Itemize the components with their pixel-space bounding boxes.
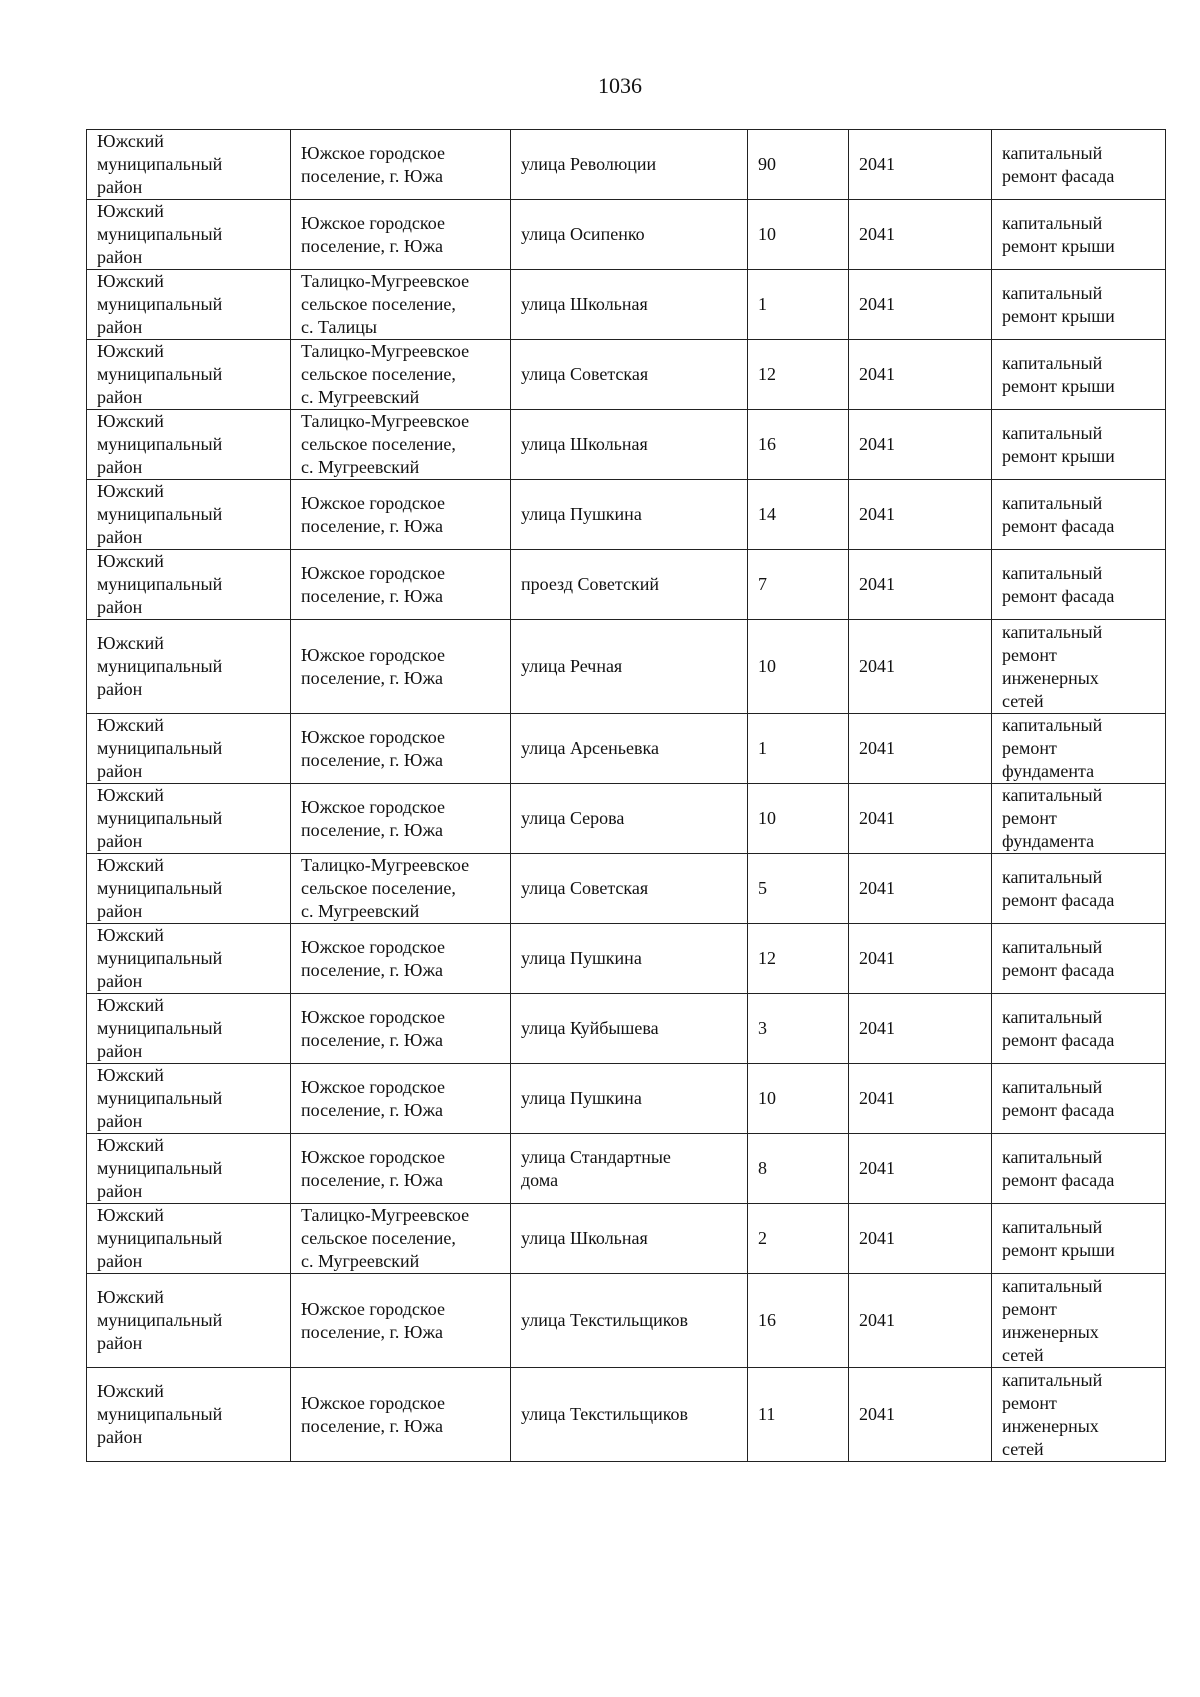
district-cell: Южский муниципальный район [87, 854, 291, 924]
house-number-cell: 8 [748, 1134, 849, 1204]
settlement-cell: Талицко-Мугреевское сельское поселение, с. Талицы [291, 270, 511, 340]
table-row [87, 200, 1166, 270]
house-number-cell: 11 [748, 1368, 849, 1462]
street-cell: улица Школьная [511, 1204, 748, 1274]
table-row [87, 480, 1166, 550]
house-number-cell: 1 [748, 714, 849, 784]
settlement-cell: Южское городское поселение, г. Южа [291, 994, 511, 1064]
district-cell: Южский муниципальный район [87, 1368, 291, 1462]
district-cell: Южский муниципальный район [87, 200, 291, 270]
year-cell: 2041 [849, 340, 992, 410]
year-cell: 2041 [849, 270, 992, 340]
street-cell: улица Пушкина [511, 480, 748, 550]
street-cell: улица Серова [511, 784, 748, 854]
settlement-cell: Талицко-Мугреевское сельское поселение, с. Мугреевский [291, 340, 511, 410]
settlement-cell: Южское городское поселение, г. Южа [291, 784, 511, 854]
table-row [87, 1274, 1166, 1368]
table-row [87, 410, 1166, 480]
house-number-cell: 16 [748, 1274, 849, 1368]
table-row [87, 1368, 1166, 1462]
year-cell: 2041 [849, 714, 992, 784]
street-cell: улица Текстильщиков [511, 1368, 748, 1462]
year-cell: 2041 [849, 784, 992, 854]
street-cell: улица Советская [511, 340, 748, 410]
district-cell: Южский муниципальный район [87, 1134, 291, 1204]
settlement-cell: Южское городское поселение, г. Южа [291, 200, 511, 270]
settlement-cell: Южское городское поселение, г. Южа [291, 1368, 511, 1462]
table-row [87, 854, 1166, 924]
district-cell: Южский муниципальный район [87, 714, 291, 784]
settlement-cell: Южское городское поселение, г. Южа [291, 1064, 511, 1134]
street-cell: улица Текстильщиков [511, 1274, 748, 1368]
settlement-cell: Южское городское поселение, г. Южа [291, 550, 511, 620]
work-type-cell: капитальный ремонт крыши [992, 200, 1166, 270]
street-cell: улица Речная [511, 620, 748, 714]
table-row [87, 340, 1166, 410]
year-cell: 2041 [849, 550, 992, 620]
table-row [87, 130, 1166, 200]
year-cell: 2041 [849, 410, 992, 480]
work-type-cell: капитальный ремонт инженерных сетей [992, 620, 1166, 714]
table-row [87, 1204, 1166, 1274]
work-type-cell: капитальный ремонт крыши [992, 1204, 1166, 1274]
work-type-cell: капитальный ремонт инженерных сетей [992, 1368, 1166, 1462]
house-number-cell: 7 [748, 550, 849, 620]
year-cell: 2041 [849, 1064, 992, 1134]
house-number-cell: 10 [748, 200, 849, 270]
street-cell: улица Стандартные дома [511, 1134, 748, 1204]
work-type-cell: капитальный ремонт фасада [992, 994, 1166, 1064]
street-cell: улица Советская [511, 854, 748, 924]
street-cell: улица Куйбышева [511, 994, 748, 1064]
work-type-cell: капитальный ремонт фасада [992, 854, 1166, 924]
house-number-cell: 12 [748, 924, 849, 994]
settlement-cell: Южское городское поселение, г. Южа [291, 1274, 511, 1368]
district-cell: Южский муниципальный район [87, 620, 291, 714]
street-cell: проезд Советский [511, 550, 748, 620]
work-type-cell: капитальный ремонт крыши [992, 340, 1166, 410]
house-number-cell: 14 [748, 480, 849, 550]
year-cell: 2041 [849, 1274, 992, 1368]
settlement-cell: Южское городское поселение, г. Южа [291, 714, 511, 784]
street-cell: улица Пушкина [511, 1064, 748, 1134]
table-row [87, 270, 1166, 340]
settlement-cell: Южское городское поселение, г. Южа [291, 1134, 511, 1204]
district-cell: Южский муниципальный район [87, 1064, 291, 1134]
work-type-cell: капитальный ремонт фундамента [992, 714, 1166, 784]
settlement-cell: Талицко-Мугреевское сельское поселение, с. Мугреевский [291, 854, 511, 924]
street-cell: улица Арсеньевка [511, 714, 748, 784]
settlement-cell: Талицко-Мугреевское сельское поселение, с. Мугреевский [291, 410, 511, 480]
house-number-cell: 2 [748, 1204, 849, 1274]
year-cell: 2041 [849, 1204, 992, 1274]
year-cell: 2041 [849, 620, 992, 714]
street-cell: улица Пушкина [511, 924, 748, 994]
year-cell: 2041 [849, 924, 992, 994]
district-cell: Южский муниципальный район [87, 784, 291, 854]
year-cell: 2041 [849, 200, 992, 270]
work-type-cell: капитальный ремонт фундамента [992, 784, 1166, 854]
work-type-cell: капитальный ремонт инженерных сетей [992, 1274, 1166, 1368]
work-type-cell: капитальный ремонт крыши [992, 410, 1166, 480]
house-number-cell: 10 [748, 1064, 849, 1134]
settlement-cell: Южское городское поселение, г. Южа [291, 620, 511, 714]
table-row [87, 1134, 1166, 1204]
street-cell: улица Осипенко [511, 200, 748, 270]
work-type-cell: капитальный ремонт фасада [992, 480, 1166, 550]
year-cell: 2041 [849, 1134, 992, 1204]
table-row [87, 550, 1166, 620]
work-type-cell: капитальный ремонт фасада [992, 1064, 1166, 1134]
year-cell: 2041 [849, 1368, 992, 1462]
street-cell: улица Революции [511, 130, 748, 200]
district-cell: Южский муниципальный район [87, 480, 291, 550]
house-number-cell: 5 [748, 854, 849, 924]
district-cell: Южский муниципальный район [87, 410, 291, 480]
district-cell: Южский муниципальный район [87, 924, 291, 994]
district-cell: Южский муниципальный район [87, 994, 291, 1064]
house-number-cell: 1 [748, 270, 849, 340]
table-row [87, 620, 1166, 714]
street-cell: улица Школьная [511, 410, 748, 480]
work-type-cell: капитальный ремонт крыши [992, 270, 1166, 340]
settlement-cell: Южское городское поселение, г. Южа [291, 130, 511, 200]
table-row [87, 784, 1166, 854]
year-cell: 2041 [849, 854, 992, 924]
table-row [87, 994, 1166, 1064]
house-number-cell: 16 [748, 410, 849, 480]
table-body [87, 130, 1166, 1462]
district-cell: Южский муниципальный район [87, 1274, 291, 1368]
district-cell: Южский муниципальный район [87, 340, 291, 410]
work-type-cell: капитальный ремонт фасада [992, 1134, 1166, 1204]
settlement-cell: Южское городское поселение, г. Южа [291, 480, 511, 550]
repair-schedule-table [86, 129, 1166, 1462]
district-cell: Южский муниципальный район [87, 1204, 291, 1274]
street-cell: улица Школьная [511, 270, 748, 340]
house-number-cell: 12 [748, 340, 849, 410]
district-cell: Южский муниципальный район [87, 550, 291, 620]
house-number-cell: 90 [748, 130, 849, 200]
district-cell: Южский муниципальный район [87, 270, 291, 340]
settlement-cell: Южское городское поселение, г. Южа [291, 924, 511, 994]
work-type-cell: капитальный ремонт фасада [992, 550, 1166, 620]
house-number-cell: 10 [748, 784, 849, 854]
work-type-cell: капитальный ремонт фасада [992, 924, 1166, 994]
page-number: 1036 [598, 73, 642, 98]
house-number-cell: 10 [748, 620, 849, 714]
house-number-cell: 3 [748, 994, 849, 1064]
work-type-cell: капитальный ремонт фасада [992, 130, 1166, 200]
year-cell: 2041 [849, 480, 992, 550]
table-row [87, 924, 1166, 994]
settlement-cell: Талицко-Мугреевское сельское поселение, с. Мугреевский [291, 1204, 511, 1274]
year-cell: 2041 [849, 130, 992, 200]
district-cell: Южский муниципальный район [87, 130, 291, 200]
table-row [87, 714, 1166, 784]
year-cell: 2041 [849, 994, 992, 1064]
table-row [87, 1064, 1166, 1134]
